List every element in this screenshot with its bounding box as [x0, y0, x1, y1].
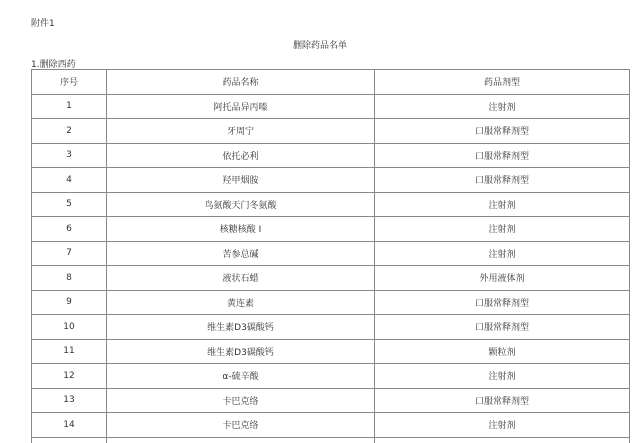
cell-dosage-form: 口服常释剂型 [375, 315, 630, 340]
column-header-index: 序号 [32, 70, 107, 95]
cell-dosage-form: 注射剂 [375, 192, 630, 217]
cell-dosage-form: 口服常释剂型 [375, 388, 630, 413]
table-row [32, 119, 630, 144]
cell-drug-name: 卡巴克络 [107, 413, 375, 438]
table-row [32, 364, 630, 389]
table-row [32, 168, 630, 193]
cell-index: 2 [32, 119, 107, 144]
table-row [32, 339, 630, 364]
cell-dosage-form: 注射剂 [375, 94, 630, 119]
table-row [32, 143, 630, 168]
table-body [32, 94, 630, 443]
cell-drug-name: 卡巴克络 [107, 388, 375, 413]
cell-dosage-form: 注射剂 [375, 241, 630, 266]
cell-dosage-form: 外用液体剂 [375, 266, 630, 291]
column-header-drug-name: 药品名称 [107, 70, 375, 95]
cell-index: 12 [32, 364, 107, 389]
cell-drug-name: α-硫辛酸 [107, 364, 375, 389]
cell-drug-name: 依托必利 [107, 143, 375, 168]
cell-index: 6 [32, 217, 107, 242]
cell-drug-name [107, 437, 375, 443]
table-row [32, 290, 630, 315]
cell-dosage-form: 颗粒剂 [375, 339, 630, 364]
cell-dosage-form: 口服常释剂型 [375, 168, 630, 193]
cell-dosage-form: 注射剂 [375, 413, 630, 438]
section-heading: 1.删除西药 [31, 60, 76, 70]
cell-drug-name: 阿托品异丙嗪 [107, 94, 375, 119]
attachment-label: 附件1 [31, 19, 55, 29]
table-row [32, 315, 630, 340]
cell-dosage-form: 注射剂 [375, 217, 630, 242]
cell-index: 13 [32, 388, 107, 413]
cell-drug-name: 维生素D3碳酸钙 [107, 315, 375, 340]
cell-drug-name: 维生素D3碳酸钙 [107, 339, 375, 364]
column-header-dosage-form: 药品剂型 [375, 70, 630, 95]
table-row [32, 413, 630, 438]
table-header-row [32, 70, 630, 95]
cell-index [32, 437, 107, 443]
cell-index: 4 [32, 168, 107, 193]
cell-drug-name: 黄连素 [107, 290, 375, 315]
cell-dosage-form: 注射剂 [375, 364, 630, 389]
cell-index: 1 [32, 94, 107, 119]
cell-dosage-form: 口服常释剂型 [375, 290, 630, 315]
table-row [32, 192, 630, 217]
table-row [32, 437, 630, 443]
cell-drug-name: 鸟氨酸天门冬氨酸 [107, 192, 375, 217]
cell-index: 8 [32, 266, 107, 291]
cell-dosage-form: 口服常释剂型 [375, 119, 630, 144]
cell-drug-name: 牙周宁 [107, 119, 375, 144]
cell-index: 10 [32, 315, 107, 340]
cell-dosage-form [375, 437, 630, 443]
page-title: 删除药品名单 [292, 41, 347, 51]
cell-index: 5 [32, 192, 107, 217]
cell-index: 11 [32, 339, 107, 364]
table-row [32, 388, 630, 413]
table-row [32, 241, 630, 266]
table-row [32, 266, 630, 291]
cell-drug-name: 苦参总碱 [107, 241, 375, 266]
cell-drug-name: 液状石蜡 [107, 266, 375, 291]
cell-index: 7 [32, 241, 107, 266]
table-row [32, 217, 630, 242]
cell-drug-name: 羟甲烟胺 [107, 168, 375, 193]
table-row [32, 94, 630, 119]
cell-drug-name: 核糖核酸 I [107, 217, 375, 242]
cell-index: 14 [32, 413, 107, 438]
cell-index: 3 [32, 143, 107, 168]
deleted-drugs-table [31, 69, 630, 443]
cell-index: 9 [32, 290, 107, 315]
cell-dosage-form: 口服常释剂型 [375, 143, 630, 168]
